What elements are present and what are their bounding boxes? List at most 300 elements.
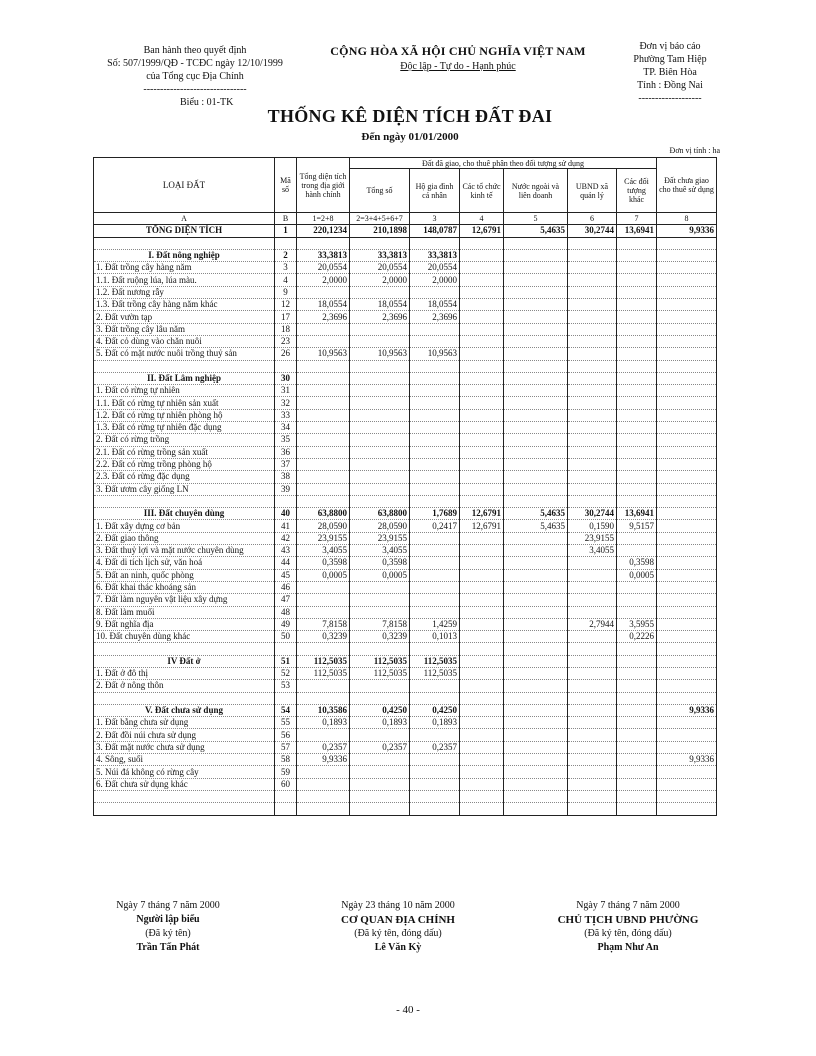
- value-cell: 28,0590: [350, 520, 410, 532]
- value-cell: 10,9563: [350, 348, 410, 360]
- value-cell: [568, 717, 617, 729]
- value-cell: [460, 557, 504, 569]
- value-cell: [504, 409, 568, 421]
- value-cell: [297, 360, 350, 372]
- value-cell: [504, 655, 568, 667]
- land-type-cell: 4. Đất cỏ dùng vào chăn nuôi: [94, 335, 275, 347]
- value-cell: [657, 778, 717, 790]
- value-cell: [410, 483, 460, 495]
- value-cell: [617, 274, 657, 286]
- document-subtitle: Đến ngày 01/01/2000: [361, 131, 459, 143]
- value-cell: [657, 458, 717, 470]
- value-cell: 5,4635: [504, 225, 568, 237]
- value-cell: 9,9336: [657, 754, 717, 766]
- value-cell: [297, 458, 350, 470]
- value-cell: [410, 680, 460, 692]
- value-cell: 23,9155: [297, 532, 350, 544]
- value-cell: [350, 680, 410, 692]
- land-type-cell: 3. Đất ươm cây giống LN: [94, 483, 275, 495]
- value-cell: [657, 618, 717, 630]
- land-type-cell: 2. Đất vườn tạp: [94, 311, 275, 323]
- value-cell: [617, 803, 657, 815]
- value-cell: [410, 581, 460, 593]
- table-row: [94, 581, 717, 593]
- land-type-cell: 2. Đất ở nông thôn: [94, 680, 275, 692]
- value-cell: [504, 323, 568, 335]
- value-cell: [657, 471, 717, 483]
- code-cell: 9: [275, 286, 297, 298]
- land-type-cell: 2. Đất đồi núi chưa sử dụng: [94, 729, 275, 741]
- value-cell: [617, 741, 657, 753]
- header-commune-people-committee: UBND xã quản lý: [568, 169, 617, 213]
- value-cell: [410, 286, 460, 298]
- code-cell: 31: [275, 385, 297, 397]
- value-cell: [350, 323, 410, 335]
- table-row: [94, 618, 717, 630]
- land-type-cell: [94, 360, 275, 372]
- value-cell: [460, 495, 504, 507]
- value-cell: [350, 458, 410, 470]
- value-cell: [617, 237, 657, 249]
- value-cell: [504, 717, 568, 729]
- value-cell: [460, 274, 504, 286]
- value-cell: [617, 372, 657, 384]
- code-cell: 44: [275, 557, 297, 569]
- value-cell: [617, 249, 657, 261]
- value-cell: [568, 643, 617, 655]
- value-cell: [657, 508, 717, 520]
- value-cell: [460, 458, 504, 470]
- table-section-row: [94, 508, 717, 520]
- value-cell: 1,4259: [410, 618, 460, 630]
- value-cell: 12,6791: [460, 508, 504, 520]
- table-row: [94, 397, 717, 409]
- value-cell: [297, 372, 350, 384]
- value-cell: 10,9563: [410, 348, 460, 360]
- value-cell: [460, 704, 504, 716]
- table-row: [94, 606, 717, 618]
- value-cell: [504, 249, 568, 261]
- value-cell: [568, 458, 617, 470]
- value-cell: [617, 262, 657, 274]
- value-cell: 30,2744: [568, 225, 617, 237]
- table-section-row: [94, 249, 717, 261]
- land-type-cell: [94, 237, 275, 249]
- value-cell: [568, 483, 617, 495]
- table-row: [94, 778, 717, 790]
- value-cell: [350, 372, 410, 384]
- value-cell: [504, 458, 568, 470]
- value-cell: [410, 446, 460, 458]
- value-cell: 0,4250: [350, 704, 410, 716]
- column-index: 5: [504, 213, 568, 225]
- value-cell: [410, 594, 460, 606]
- value-cell: [297, 606, 350, 618]
- land-type-cell: IV Đất ở: [94, 655, 275, 667]
- document-title: THỐNG KÊ DIỆN TÍCH ĐẤT ĐAI: [267, 106, 553, 126]
- value-cell: [297, 471, 350, 483]
- value-cell: [350, 692, 410, 704]
- value-cell: [568, 569, 617, 581]
- issuing-line-4: -------------------------------: [143, 84, 247, 95]
- value-cell: [504, 643, 568, 655]
- value-cell: [297, 409, 350, 421]
- land-type-cell: 4. Sông, suối: [94, 754, 275, 766]
- table-row: [94, 471, 717, 483]
- value-cell: 112,5035: [410, 667, 460, 679]
- value-cell: [617, 323, 657, 335]
- value-cell: [504, 434, 568, 446]
- value-cell: [410, 360, 460, 372]
- value-cell: 9,9336: [297, 754, 350, 766]
- value-cell: [568, 286, 617, 298]
- value-cell: 0,1013: [410, 631, 460, 643]
- value-cell: 0,2357: [297, 741, 350, 753]
- column-index-row: [94, 213, 717, 225]
- value-cell: [504, 372, 568, 384]
- value-cell: [350, 766, 410, 778]
- code-cell: 53: [275, 680, 297, 692]
- value-cell: [297, 483, 350, 495]
- value-cell: [657, 323, 717, 335]
- value-cell: [410, 237, 460, 249]
- code-cell: [275, 803, 297, 815]
- value-cell: [504, 274, 568, 286]
- table-total-row: [94, 225, 717, 237]
- land-type-cell: [94, 790, 275, 802]
- value-cell: [410, 778, 460, 790]
- value-cell: 0,2417: [410, 520, 460, 532]
- value-cell: [657, 594, 717, 606]
- value-cell: [350, 803, 410, 815]
- value-cell: [617, 594, 657, 606]
- table-row: [94, 729, 717, 741]
- value-cell: [504, 766, 568, 778]
- land-type-cell: 3. Đất mặt nước chưa sử dụng: [94, 741, 275, 753]
- column-index: 2=3+4+5+6+7: [350, 213, 410, 225]
- code-cell: 46: [275, 581, 297, 593]
- value-cell: [297, 766, 350, 778]
- land-type-cell: 1.2. Đất có rừng tự nhiên phòng hộ: [94, 409, 275, 421]
- value-cell: [350, 643, 410, 655]
- land-type-cell: I. Đất nông nghiệp: [94, 249, 275, 261]
- value-cell: [460, 323, 504, 335]
- value-cell: [350, 385, 410, 397]
- table-row: [94, 754, 717, 766]
- value-cell: [568, 262, 617, 274]
- value-cell: [350, 360, 410, 372]
- value-cell: [657, 790, 717, 802]
- column-index: B: [275, 213, 297, 225]
- value-cell: [657, 581, 717, 593]
- value-cell: [460, 790, 504, 802]
- table-row: [94, 458, 717, 470]
- value-cell: 3,4055: [350, 545, 410, 557]
- code-cell: 50: [275, 631, 297, 643]
- header-subtotal: Tổng số: [350, 169, 410, 213]
- value-cell: 210,1898: [350, 225, 410, 237]
- value-cell: [617, 397, 657, 409]
- signature-note: (Đã ký tên, đóng dấu): [354, 928, 442, 939]
- code-cell: 48: [275, 606, 297, 618]
- reporting-unit-line-5: -------------------: [638, 93, 702, 104]
- land-type-cell: 1. Đất trồng cây hàng năm: [94, 262, 275, 274]
- code-cell: 57: [275, 741, 297, 753]
- value-cell: [410, 458, 460, 470]
- value-cell: [657, 262, 717, 274]
- value-cell: [410, 754, 460, 766]
- value-cell: [617, 458, 657, 470]
- value-cell: [504, 618, 568, 630]
- code-cell: 42: [275, 532, 297, 544]
- code-cell: 23: [275, 335, 297, 347]
- land-type-cell: 10. Đất chuyên dùng khác: [94, 631, 275, 643]
- value-cell: [460, 372, 504, 384]
- value-cell: [460, 618, 504, 630]
- value-cell: [504, 569, 568, 581]
- value-cell: [657, 545, 717, 557]
- value-cell: [410, 335, 460, 347]
- value-cell: [657, 520, 717, 532]
- motto: Độc lập - Tự do - Hạnh phúc: [400, 61, 516, 72]
- table-row: [94, 790, 717, 802]
- value-cell: [460, 434, 504, 446]
- value-cell: 0,1893: [297, 717, 350, 729]
- value-cell: 0,2226: [617, 631, 657, 643]
- value-cell: [504, 594, 568, 606]
- value-cell: [657, 348, 717, 360]
- value-cell: 2,3696: [297, 311, 350, 323]
- value-cell: [568, 495, 617, 507]
- value-cell: [504, 545, 568, 557]
- value-cell: 10,3586: [297, 704, 350, 716]
- value-cell: [410, 545, 460, 557]
- value-cell: [297, 643, 350, 655]
- value-cell: [504, 729, 568, 741]
- code-cell: 40: [275, 508, 297, 520]
- issuing-line-2: Số: 507/1999/QĐ - TCĐC ngày 12/10/1999: [107, 58, 283, 69]
- value-cell: 7,8158: [297, 618, 350, 630]
- value-cell: [350, 446, 410, 458]
- land-type-cell: 2.3. Đất có rừng đặc dụng: [94, 471, 275, 483]
- reporting-unit-block: [600, 40, 740, 105]
- value-cell: [410, 606, 460, 618]
- value-cell: [568, 434, 617, 446]
- value-cell: [568, 323, 617, 335]
- value-cell: 0,3598: [617, 557, 657, 569]
- signature-note: (Đã ký tên, đóng dấu): [584, 928, 672, 939]
- signature-name: Lê Văn Kỳ: [374, 942, 422, 953]
- value-cell: [617, 335, 657, 347]
- table-row: [94, 311, 717, 323]
- table-row: [94, 594, 717, 606]
- table-row: [94, 520, 717, 532]
- value-cell: [568, 422, 617, 434]
- value-cell: [568, 471, 617, 483]
- value-cell: [350, 581, 410, 593]
- value-cell: [504, 680, 568, 692]
- code-cell: 54: [275, 704, 297, 716]
- code-cell: 36: [275, 446, 297, 458]
- signature-role: CHỦ TỊCH UBND PHƯỜNG: [557, 914, 699, 926]
- land-type-cell: 2.2. Đất có rừng trồng phòng hộ: [94, 458, 275, 470]
- value-cell: [410, 434, 460, 446]
- value-cell: 3,4055: [568, 545, 617, 557]
- land-type-cell: 1.3. Đất có rừng tự nhiên đặc dụng: [94, 422, 275, 434]
- column-index: 7: [617, 213, 657, 225]
- value-cell: 0,3239: [350, 631, 410, 643]
- value-cell: [460, 692, 504, 704]
- reporting-unit-line-4: Tỉnh : Đồng Nai: [637, 80, 703, 91]
- table-row: [94, 434, 717, 446]
- value-cell: [410, 372, 460, 384]
- reporting-unit-line-1: Đơn vị báo cáo: [639, 41, 701, 52]
- value-cell: [617, 790, 657, 802]
- value-cell: [350, 237, 410, 249]
- value-cell: [297, 434, 350, 446]
- value-cell: [657, 422, 717, 434]
- national-motto-block: [318, 44, 598, 72]
- value-cell: [460, 729, 504, 741]
- value-cell: [297, 594, 350, 606]
- value-cell: [460, 262, 504, 274]
- value-cell: [568, 790, 617, 802]
- value-cell: 33,3813: [350, 249, 410, 261]
- value-cell: 0,0005: [617, 569, 657, 581]
- header-other-users: Các đối tượng khác: [617, 169, 657, 213]
- value-cell: [568, 778, 617, 790]
- code-cell: 47: [275, 594, 297, 606]
- value-cell: [460, 569, 504, 581]
- land-type-cell: III. Đất chuyên dùng: [94, 508, 275, 520]
- land-type-cell: 6. Đất chưa sử dụng khác: [94, 778, 275, 790]
- table-row: [94, 237, 717, 249]
- value-cell: [297, 790, 350, 802]
- land-type-cell: 2.1. Đất có rừng trồng sản xuất: [94, 446, 275, 458]
- value-cell: 7,8158: [350, 618, 410, 630]
- value-cell: [297, 803, 350, 815]
- value-cell: 18,0554: [350, 299, 410, 311]
- value-cell: [410, 323, 460, 335]
- table-row: [94, 717, 717, 729]
- value-cell: [460, 532, 504, 544]
- value-cell: 13,6941: [617, 225, 657, 237]
- form-code: Biểu : 01-TK: [180, 97, 234, 108]
- value-cell: [410, 569, 460, 581]
- value-cell: [657, 495, 717, 507]
- value-cell: [297, 680, 350, 692]
- value-cell: [504, 754, 568, 766]
- value-cell: 0,1590: [568, 520, 617, 532]
- land-type-cell: 7. Đất làm nguyên vật liệu xây dựng: [94, 594, 275, 606]
- table-row: [94, 385, 717, 397]
- value-cell: [410, 409, 460, 421]
- value-cell: [350, 434, 410, 446]
- code-cell: 1: [275, 225, 297, 237]
- value-cell: 63,8800: [350, 508, 410, 520]
- table-row: [94, 323, 717, 335]
- value-cell: [568, 409, 617, 421]
- issuing-line-3: của Tổng cục Địa Chính: [146, 71, 244, 82]
- column-index: 6: [568, 213, 617, 225]
- value-cell: [657, 655, 717, 667]
- value-cell: [617, 754, 657, 766]
- value-cell: [617, 471, 657, 483]
- value-cell: [657, 692, 717, 704]
- code-cell: 58: [275, 754, 297, 766]
- value-cell: 112,5035: [297, 667, 350, 679]
- value-cell: 0,0005: [297, 569, 350, 581]
- code-cell: 38: [275, 471, 297, 483]
- value-cell: 12,6791: [460, 225, 504, 237]
- value-cell: [504, 692, 568, 704]
- value-cell: [568, 729, 617, 741]
- value-cell: [460, 766, 504, 778]
- value-cell: [617, 545, 657, 557]
- value-cell: [617, 299, 657, 311]
- value-cell: [657, 667, 717, 679]
- value-cell: [410, 495, 460, 507]
- value-cell: [504, 532, 568, 544]
- value-cell: [657, 372, 717, 384]
- value-cell: [504, 581, 568, 593]
- issuing-line-1: Ban hành theo quyết định: [143, 45, 247, 56]
- value-cell: [460, 741, 504, 753]
- header-unallocated: Đất chưa giao cho thuê sử dụng: [657, 158, 717, 213]
- value-cell: [350, 606, 410, 618]
- code-cell: [275, 790, 297, 802]
- value-cell: [410, 692, 460, 704]
- value-cell: [568, 594, 617, 606]
- value-cell: [297, 422, 350, 434]
- table-row: [94, 446, 717, 458]
- header-land-type: LOẠI ĐẤT: [94, 158, 275, 213]
- value-cell: [617, 422, 657, 434]
- land-type-cell: 1. Đất có rừng tự nhiên: [94, 385, 275, 397]
- value-cell: [297, 237, 350, 249]
- code-cell: 37: [275, 458, 297, 470]
- table-row: [94, 766, 717, 778]
- value-cell: [568, 237, 617, 249]
- land-type-cell: II. Đất Lâm nghiệp: [94, 372, 275, 384]
- signature-role: CƠ QUAN ĐỊA CHÍNH: [341, 914, 455, 926]
- value-cell: [657, 335, 717, 347]
- value-cell: [460, 667, 504, 679]
- table-section-row: [94, 372, 717, 384]
- value-cell: [617, 704, 657, 716]
- value-cell: [410, 422, 460, 434]
- value-cell: [460, 385, 504, 397]
- land-type-cell: 2. Đất có rừng trồng: [94, 434, 275, 446]
- value-cell: 2,0000: [297, 274, 350, 286]
- value-cell: [410, 803, 460, 815]
- table-row: [94, 422, 717, 434]
- table-row: [94, 631, 717, 643]
- land-type-cell: 6. Đất khai thác khoáng sản: [94, 581, 275, 593]
- column-index: 8: [657, 213, 717, 225]
- value-cell: [460, 778, 504, 790]
- value-cell: [657, 397, 717, 409]
- value-cell: [297, 385, 350, 397]
- value-cell: [410, 385, 460, 397]
- value-cell: [410, 643, 460, 655]
- value-cell: [460, 680, 504, 692]
- value-cell: [504, 471, 568, 483]
- code-cell: 12: [275, 299, 297, 311]
- table-row: [94, 557, 717, 569]
- land-type-cell: [94, 495, 275, 507]
- land-type-cell: V. Đất chưa sử dụng: [94, 704, 275, 716]
